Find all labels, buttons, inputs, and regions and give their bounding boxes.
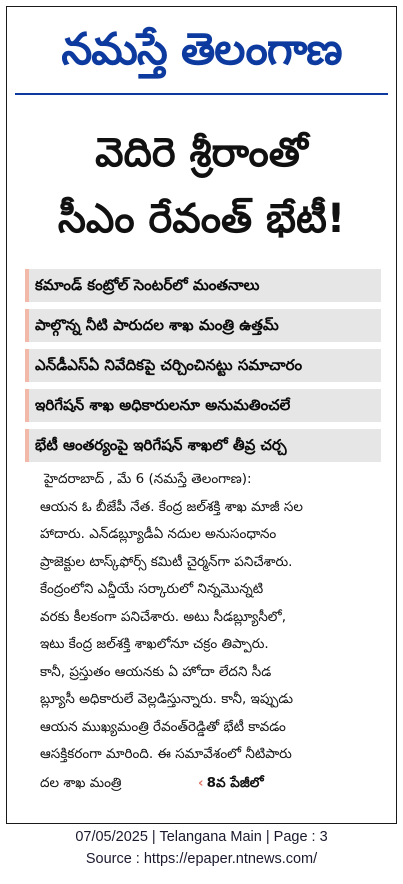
- continued-on-page-link[interactable]: [198, 769, 264, 797]
- masthead-divider: [15, 93, 388, 95]
- dateline: హైదరాబాద్ , మే 6 (నమస్తే తెలంగాణ):: [44, 471, 252, 487]
- article-line: ఇటు కేంద్ర జల్‌శక్తి శాఖలోనూ చక్రం తిప్పారు.: [40, 636, 269, 652]
- subheadline: భేటీ ఆంతర్యంపై ఇరిగేషన్ శాఖలో తీవ్ర చర్చ: [25, 429, 381, 462]
- headline-line-1: వెదిరె శ్రీరాంతో: [95, 130, 308, 176]
- article-line: ఆయన ఓ బీజేపీ నేత. కేంద్ర జల్‌శక్తి శాఖ మాజీ సల: [40, 498, 303, 515]
- article-line: ప్రాజెక్టుల టాస్క్‌ఫోర్స్ కమిటీ చైర్మన్‌గా పనిచేశారు.: [40, 553, 293, 570]
- article-line: ఆయన ముఖ్యమంత్రి రేవంత్‌రెడ్డితో భేటీ కావడం: [40, 718, 286, 735]
- article-line: దల శాఖ మంత్రి: [40, 775, 122, 791]
- subheadline: ఎన్‌డీఎస్‌ఏ నివేదికపై చర్చించినట్టు సమాచారం: [25, 349, 381, 382]
- subheadline: కమాండ్ కంట్రోల్ సెంటర్‌లో మంతనాలు: [25, 269, 381, 302]
- article-line: ఆసక్తికరంగా మారింది. ఈ సమావేశంలో నీటిపారు: [40, 746, 292, 762]
- article-last-row: [40, 769, 372, 797]
- footer-source: Source : https://epaper.ntnews.com/: [85, 851, 318, 867]
- headline-line-2: సీఎం రేవంత్ భేటీ!: [57, 196, 346, 242]
- right-chevron-icon: ‹: [198, 775, 204, 791]
- article-body: [40, 466, 372, 769]
- subheadline: పాల్గొన్న నీటి పారుదల శాఖ మంత్రి ఉత్తమ్: [25, 309, 381, 342]
- article-line: వరకు కీలకంగా పనిచేశారు. అటు సీడబ్ల్యూసీలో,: [40, 608, 286, 625]
- article-line: బ్ల్యూసీ అధికారులే వెల్లడిస్తున్నారు. కానీ, ఇప్పుడు: [40, 691, 294, 707]
- subheadline: ఇరిగేషన్ శాఖ అధికారులనూ అనుమతించలే: [25, 389, 381, 422]
- article-line: కానీ, ప్రస్తుతం ఆయనకు ఏ హోదా లేదని సీడ: [40, 663, 272, 680]
- article-line: హాదారు. ఎన్‌డబ్ల్యూడీఏ నదుల అనుసంధానం: [40, 526, 277, 542]
- article-line: కేంద్రంలోని ఎన్డీయే సర్కారులో నిన్నమొన్నటి: [40, 581, 264, 597]
- continued-label: 8వ పేజీలో: [206, 775, 264, 791]
- footer-date-edition: 07/05/2025 | Telangana Main | Page : 3: [75, 829, 328, 845]
- subheadline-list: [25, 269, 381, 469]
- masthead-title: నమస్తే తెలంగాణ: [61, 24, 342, 75]
